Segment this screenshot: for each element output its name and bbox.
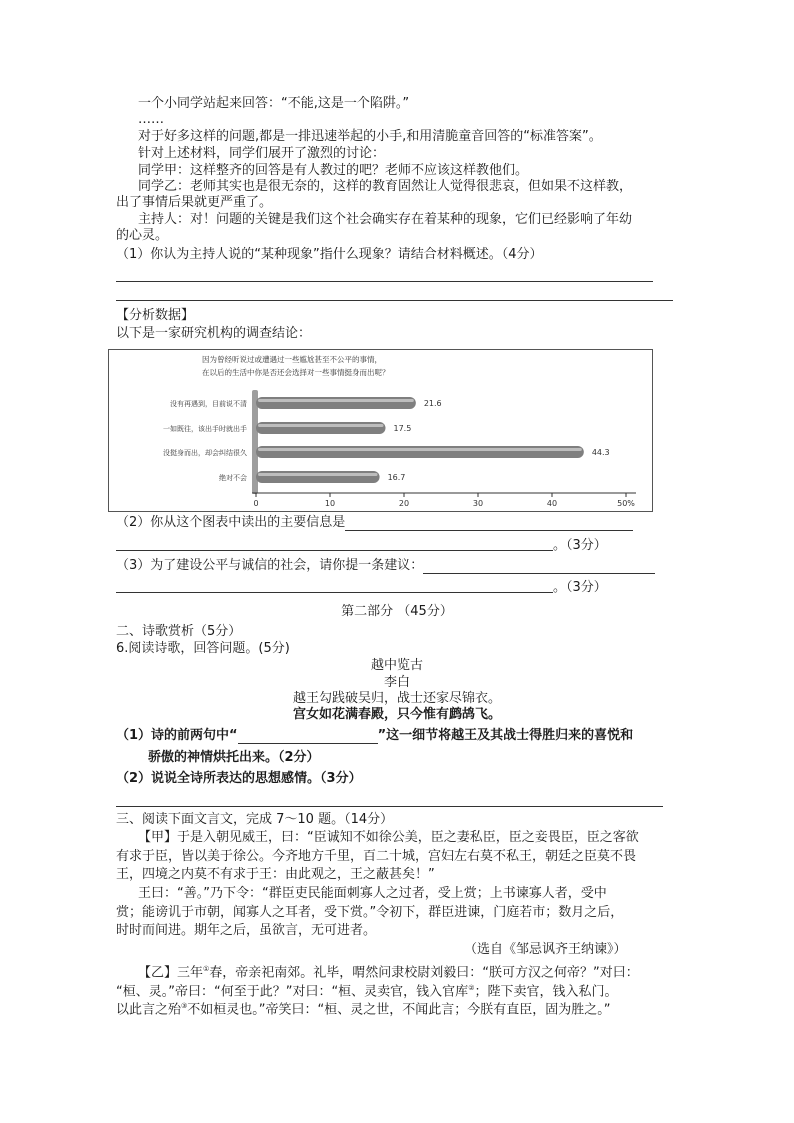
answer-line[interactable] xyxy=(116,281,653,282)
category-label: 没有再遇到，目前说不清 xyxy=(170,400,247,408)
passage-a-source: （选自《邹忌讽齐王纳谏》） xyxy=(464,942,627,957)
poem-question-1-text: （1）诗的前两句中“ xyxy=(116,728,238,743)
section-2-heading: 二、诗歌赏析（5分） xyxy=(116,624,242,639)
category-label: 绝对不会 xyxy=(219,474,247,482)
passage-b-line xyxy=(116,998,611,1018)
question-2-score: 。（3分） xyxy=(553,538,607,553)
bar xyxy=(256,422,386,434)
survey-bar-chart xyxy=(109,350,652,511)
bar-highlight xyxy=(258,399,414,402)
bar-highlight xyxy=(258,424,384,427)
passage-b-text: 【乙】三年 xyxy=(138,965,204,981)
passage-b-text: “桓、灵。”帝曰：“何至于此？”对曰：“桓、灵卖官，钱入官库 xyxy=(116,984,469,1000)
poem-question-2: （2）说说全诗所表达的思想感情。（3分） xyxy=(116,771,362,786)
passage-b-line xyxy=(138,961,639,981)
student-b-line: 同学乙：老师其实也是很无奈的，这样的教育固然让人觉得很悲哀，但如果不这样教， xyxy=(138,179,633,194)
x-tick-label: 10 xyxy=(324,499,336,508)
answer-blank[interactable] xyxy=(345,516,633,531)
section-3-heading: 三、阅读下面文言文，完成 7～10 题。（14分） xyxy=(116,812,394,827)
note-marker: ① xyxy=(203,965,210,973)
value-label: 17.5 xyxy=(393,424,412,433)
passage-a-line: 王，四境之内莫不有求于王：由此观之，王之蔽甚矣！” xyxy=(116,867,435,882)
passage-a-line: 赏；能谤讥于市朝，闻寡人之耳者，受下赏。”令初下，群臣进谏，门庭若市；数月之后， xyxy=(116,905,624,920)
bar xyxy=(256,446,584,458)
answer-blank[interactable] xyxy=(238,729,378,744)
question-3-score: 。（3分） xyxy=(553,580,607,595)
question-2-text: （2）你从这个图表中读出的主要信息是 xyxy=(116,515,346,530)
value-label: 16.7 xyxy=(387,473,406,482)
passage-b-text: 春，帝亲祀南郊。礼毕，喟然问隶校尉刘毅曰：“朕可方汉之何帝？”对曰： xyxy=(209,965,639,981)
passage-b-text: 以此言之殆 xyxy=(116,1002,182,1018)
question-3 xyxy=(116,557,655,574)
bar-highlight xyxy=(258,448,582,451)
answer-line[interactable] xyxy=(116,806,663,807)
x-tick-label: 20 xyxy=(398,499,410,508)
poem-title: 越中览古 xyxy=(370,658,423,673)
student-b-line: 出了事情后果就更严重了。 xyxy=(116,195,273,210)
bar xyxy=(256,397,416,409)
part-two-title: 第二部分 （45分） xyxy=(341,604,453,619)
question-6: 6.阅读诗歌，回答问题。(5分) xyxy=(116,641,290,656)
note-marker: ③ xyxy=(181,1002,188,1010)
analysis-intro: 以下是一家研究机构的调查结论： xyxy=(116,326,312,341)
question-3-text: （3）为了建设公平与诚信的社会，请你提一条建议： xyxy=(116,558,424,573)
note-marker: ② xyxy=(468,984,475,992)
bar xyxy=(256,471,380,483)
answer-line[interactable] xyxy=(116,550,553,551)
poem-question-1-cont: 骄傲的神情烘托出来。（2分） xyxy=(148,750,320,765)
bar-highlight xyxy=(258,473,378,476)
passage-b-text: 不如桓灵也。”帝笑曰：“桓、灵之世，不闻此言；今朕有直臣，固为胜之。” xyxy=(187,1002,611,1018)
value-label: 44.3 xyxy=(591,448,610,457)
x-tick-label: 40 xyxy=(546,499,558,508)
poem-question-1 xyxy=(116,727,633,744)
passage-a-line: 有求于臣，皆以美于徐公。今齐地方千里，百二十城，宫妇左右莫不私王，朝廷之臣莫不畏 xyxy=(116,849,637,864)
material-line: 针对上述材料，同学们展开了激烈的讨论： xyxy=(138,146,386,161)
answer-blank[interactable] xyxy=(423,559,655,574)
student-a-line: 同学甲：这样整齐的回答是有人教过的吧？老师不应该这样教他们。 xyxy=(138,163,529,178)
answer-line[interactable] xyxy=(116,300,673,301)
analysis-heading: 【分析数据】 xyxy=(116,308,195,323)
passage-a-line: 【甲】于是入朝见威王，曰：“臣诚知不如徐公美，臣之妻私臣，臣之妾畏臣，臣之客欲 xyxy=(138,830,639,845)
chart-title-line: 在以后的生活中你是否还会选择对一些事情挺身而出呢？ xyxy=(202,368,390,377)
x-tick-label: 50% xyxy=(617,499,635,508)
ellipsis: …… xyxy=(138,112,164,127)
poem-question-1-text: ”这一细节将越王及其战士得胜归来的喜悦和 xyxy=(377,728,634,743)
chart-title-line: 因为曾经听说过或遭遇过一些尴尬甚至不公平的事情， xyxy=(202,355,382,364)
material-line: 一个小同学站起来回答：“不能,这是一个陷阱。” xyxy=(138,96,410,111)
x-tick-label: 0 xyxy=(253,499,259,508)
poem-line: 越王勾践破吴归，战士还家尽锦衣。 xyxy=(292,691,501,706)
x-tick-label: 30 xyxy=(472,499,484,508)
question-1: （1）你认为主持人说的“某种现象”指什么现象？请结合材料概述。（4分） xyxy=(116,247,543,262)
value-label: 21.6 xyxy=(423,399,442,408)
host-line: 主持人：对！问题的关键是我们这个社会确实存在着某种的现象，它们已经影响了年幼 xyxy=(138,212,633,227)
question-2 xyxy=(116,514,633,531)
poem-author: 李白 xyxy=(383,675,410,690)
survey-chart xyxy=(108,349,653,512)
host-line: 的心灵。 xyxy=(116,228,169,243)
passage-b-text: ；陛下卖官，钱入私门。 xyxy=(474,984,618,1000)
answer-line[interactable] xyxy=(116,592,553,593)
passage-a-line: 时时而间进。期年之后，虽欲言，无可进者。 xyxy=(116,923,377,938)
category-label: 一如既往，该出手时就出手 xyxy=(163,425,247,433)
poem-line: 宫女如花满春殿，只今惟有鹧鸪飞。 xyxy=(292,707,501,722)
category-label: 没挺身而出，却会纠结很久 xyxy=(163,449,247,457)
material-line: 对于好多这样的问题,都是一排迅速举起的小手,和用清脆童音回答的“标准答案”。 xyxy=(138,129,602,144)
passage-a-line: 王曰：“善。”乃下令：“群臣吏民能面刺寡人之过者，受上赏；上书谏寡人者，受中 xyxy=(138,886,607,901)
